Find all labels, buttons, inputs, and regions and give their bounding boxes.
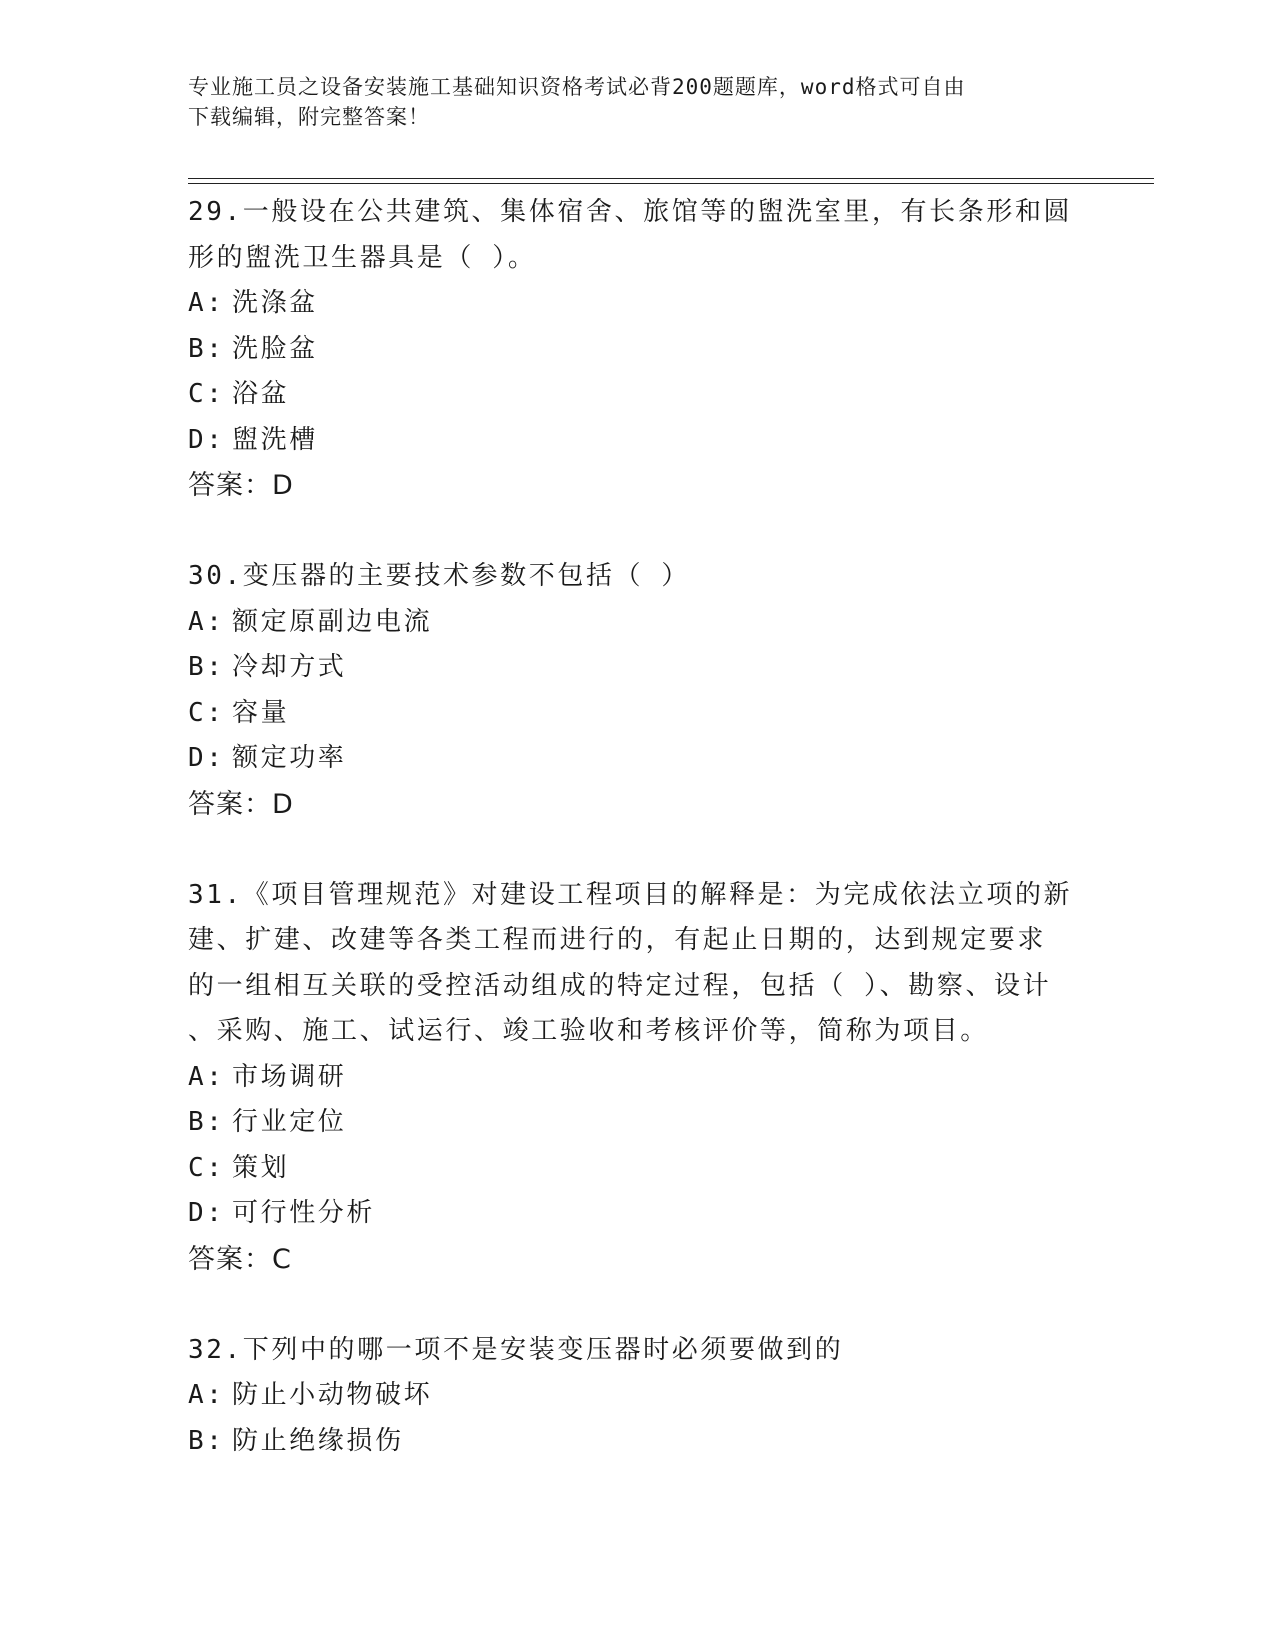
question-item xyxy=(188,190,1088,509)
option-key: B: xyxy=(188,652,225,682)
option-text: 额定原副边电流 xyxy=(232,606,433,637)
question-stem-line: 的一组相互关联的受控活动组成的特定过程，包括（ ）、勘察、设计 xyxy=(188,970,1052,1001)
option-key: A: xyxy=(188,1380,225,1410)
option-text: 防止小动物破坏 xyxy=(232,1380,433,1410)
question-item xyxy=(188,554,1088,827)
option-key: C: xyxy=(188,697,225,728)
question-spacer xyxy=(188,509,1088,555)
answer-option xyxy=(188,691,1088,737)
header-line-2: 下载编辑，附完整答案！ xyxy=(188,105,430,129)
document-header xyxy=(188,72,1068,132)
option-text: 洗脸盆 xyxy=(232,333,318,364)
question-stem xyxy=(188,1328,1088,1374)
answer-label: 答案：D xyxy=(188,788,294,820)
option-text: 额定功率 xyxy=(232,743,347,773)
question-stem xyxy=(188,190,1088,281)
header-divider-bottom xyxy=(188,183,1154,184)
answer-option xyxy=(188,736,1088,782)
answer-option xyxy=(188,418,1088,464)
question-spacer xyxy=(188,827,1088,873)
option-text: 容量 xyxy=(232,697,290,728)
answer-option xyxy=(188,281,1088,327)
question-list xyxy=(188,190,1088,1464)
answer-option xyxy=(188,1373,1088,1419)
option-text: 浴盆 xyxy=(232,379,290,409)
option-key: C: xyxy=(188,379,225,409)
answer-option xyxy=(188,327,1088,373)
option-text: 策划 xyxy=(232,1152,290,1183)
answer-option xyxy=(188,600,1088,646)
option-key: A: xyxy=(188,1061,225,1092)
option-key: D: xyxy=(188,1198,225,1228)
option-key: A: xyxy=(188,288,225,318)
answer-label: 答案：C xyxy=(188,1243,292,1275)
option-key: B: xyxy=(188,1425,225,1456)
question-spacer xyxy=(188,1282,1088,1328)
answer-option xyxy=(188,1100,1088,1146)
question-stem xyxy=(188,873,1088,1055)
option-key: D: xyxy=(188,743,225,773)
question-item xyxy=(188,1328,1088,1465)
answer-option xyxy=(188,645,1088,691)
option-key: B: xyxy=(188,1107,225,1137)
question-stem xyxy=(188,554,1088,600)
question-stem-line: 32.下列中的哪一项不是安装变压器时必须要做到的 xyxy=(188,1334,844,1365)
option-key: C: xyxy=(188,1152,225,1183)
option-key: D: xyxy=(188,424,225,455)
question-stem-line: 建、扩建、改建等各类工程而进行的，有起止日期的，达到规定要求 xyxy=(188,925,1047,955)
answer-option xyxy=(188,372,1088,418)
answer-option xyxy=(188,1419,1088,1465)
answer-option xyxy=(188,1146,1088,1192)
header-divider-top xyxy=(188,178,1154,179)
question-stem-line: 、采购、施工、试运行、竣工验收和考核评价等，简称为项目。 xyxy=(188,1016,989,1046)
option-text: 防止绝缘损伤 xyxy=(232,1425,404,1456)
option-text: 洗涤盆 xyxy=(232,288,318,318)
question-stem-line: 形的盥洗卫生器具是（ ）。 xyxy=(188,242,537,273)
question-item xyxy=(188,873,1088,1283)
option-key: B: xyxy=(188,333,225,364)
option-text: 冷却方式 xyxy=(232,652,347,682)
option-text: 盥洗槽 xyxy=(232,424,318,455)
answer-option xyxy=(188,1055,1088,1101)
answer-option xyxy=(188,1191,1088,1237)
question-stem-line: 31.《项目管理规范》对建设工程项目的解释是：为完成依法立项的新 xyxy=(188,879,1073,910)
answer-label: 答案：D xyxy=(188,470,294,501)
question-stem-line: 29.一般设在公共建筑、集体宿舍、旅馆等的盥洗室里，有长条形和圆 xyxy=(188,197,1073,227)
option-text: 行业定位 xyxy=(232,1107,347,1137)
option-text: 市场调研 xyxy=(232,1061,347,1092)
header-line-1: 专业施工员之设备安装施工基础知识资格考试必背200题题库，word格式可自由 xyxy=(188,75,966,99)
question-stem-line: 30.变压器的主要技术参数不包括（ ） xyxy=(188,561,691,591)
option-text: 可行性分析 xyxy=(232,1198,376,1228)
option-key: A: xyxy=(188,606,225,637)
